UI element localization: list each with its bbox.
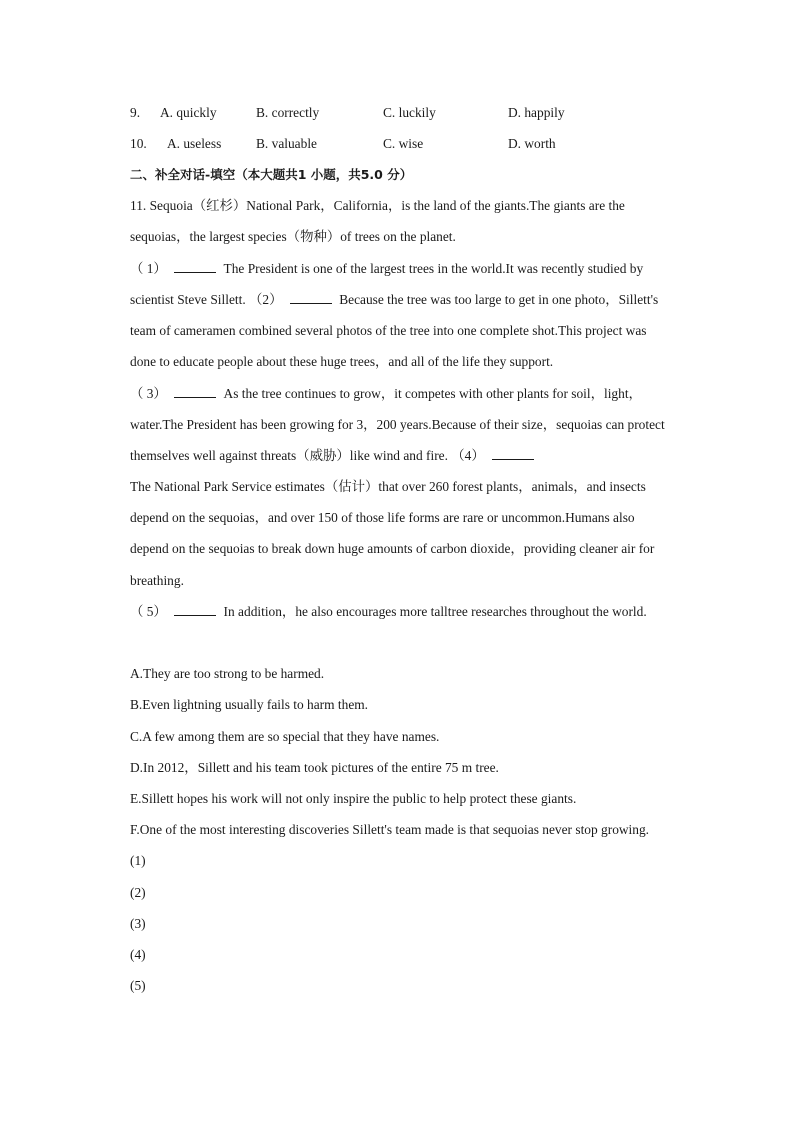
answer-slot[interactable]: (4) <box>130 947 146 962</box>
blank-text: As the tree continues to grow，it competes with other plants for soil，light， <box>223 386 642 401</box>
answer-slot[interactable]: (1) <box>130 853 146 868</box>
passage-line: sequoias，the largest species（物种）of trees on the planet. <box>130 229 456 244</box>
section-title: 二、补全对话-填空（本大题共1 小题，共5.0 分） <box>130 167 413 182</box>
answer-slot[interactable]: (3) <box>130 916 146 931</box>
option-a: A. quickly <box>160 105 217 120</box>
passage-line: The National Park Service estimates（估计）that over 260 forest plants，animals，and insects <box>130 479 646 494</box>
answer-option: D.In 2012，Sillett and his team took pictures of the entire 75 m tree. <box>130 760 499 775</box>
passage-line: depend on the sequoias，and over 150 of those life forms are rare or uncommon.Humans also <box>130 510 635 525</box>
passage-line: done to educate people about these huge trees，and all of the life they support. <box>130 354 554 369</box>
answer-option: A.They are too strong to be harmed. <box>130 666 325 681</box>
option-b: B. correctly <box>256 105 320 120</box>
passage-line: depend on the sequoias to break down huge amounts of carbon dioxide，providing cleaner air for <box>130 541 655 556</box>
blank-label: （ 3） <box>130 386 167 401</box>
passage-line-blank-4 <box>130 447 538 465</box>
answer-slot[interactable]: (5) <box>130 978 146 993</box>
passage-line: water.The President has been growing for 3，200 years.Because of their size，sequoias can protect <box>130 417 665 432</box>
answer-slot[interactable]: (2) <box>130 885 146 900</box>
answer-option: F.One of the most interesting discoveries Sillett's team made is that sequoias never stop growing. <box>130 822 650 837</box>
blank-5[interactable] <box>174 603 216 616</box>
passage-line-blank-2 <box>130 291 658 309</box>
blank-text: In addition，he also encourages more talltree researches throughout the world. <box>223 604 647 619</box>
option-c: C. luckily <box>383 105 436 120</box>
blank-1[interactable] <box>174 260 216 273</box>
question-number: 9. <box>130 105 141 120</box>
passage-line-blank-5 <box>130 603 647 621</box>
blank-label: （ 5） <box>130 604 167 619</box>
blank-label: （ 1） <box>130 261 167 276</box>
blank-4[interactable] <box>492 447 534 460</box>
option-c: C. wise <box>383 136 424 151</box>
answer-option: E.Sillett hopes his work will not only inspire the public to help protect these giants. <box>130 791 577 806</box>
blank-text: The President is one of the largest trees in the world.It was recently studied by <box>223 261 644 276</box>
answer-option: B.Even lightning usually fails to harm them. <box>130 697 369 712</box>
answer-option: C.A few among them are so special that they have names. <box>130 729 440 744</box>
option-d: D. happily <box>508 105 565 120</box>
blank-2[interactable] <box>290 291 332 304</box>
passage-line: team of cameramen combined several photos of the tree into one complete shot.This project was <box>130 323 647 338</box>
passage-line-blank-1 <box>130 260 643 278</box>
blank-text: Because the tree was too large to get in one photo，Sillett's <box>339 292 659 307</box>
option-d: D. worth <box>508 136 556 151</box>
passage-line-blank-3 <box>130 385 642 403</box>
option-a: A. useless <box>167 136 222 151</box>
passage-line: breathing. <box>130 573 184 588</box>
passage-line: 11. Sequoia（红杉）National Park，California，is the land of the giants.The giants are the <box>130 198 625 213</box>
blank-3[interactable] <box>174 385 216 398</box>
blank-label: themselves well against threats（威胁）like wind and fire. （4） <box>130 448 485 463</box>
question-number: 10. <box>130 136 147 151</box>
blank-label: scientist Steve Sillett. （2） <box>130 292 283 307</box>
option-b: B. valuable <box>256 136 317 151</box>
